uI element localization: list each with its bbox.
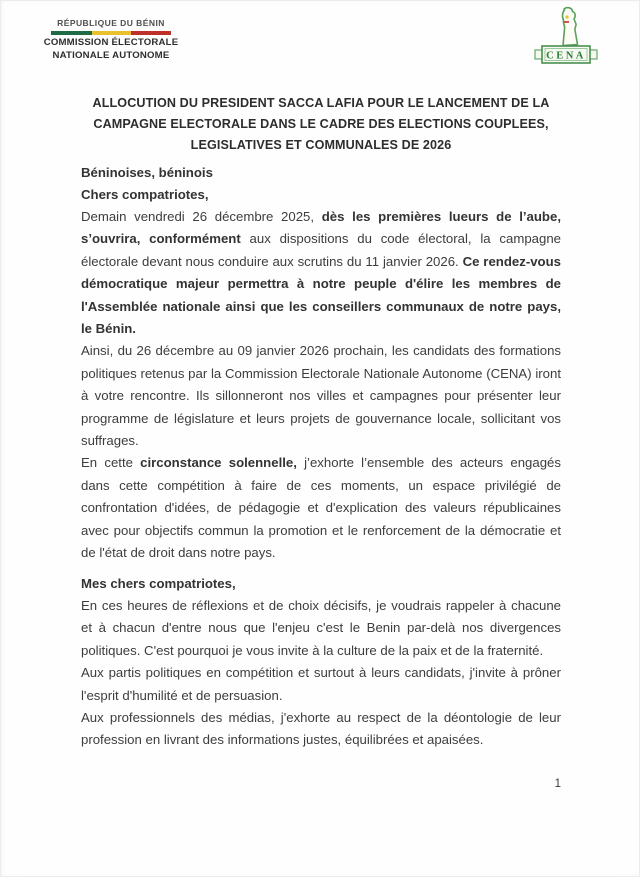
republic-label: RÉPUBLIQUE DU BÉNIN bbox=[57, 18, 165, 28]
paragraph-3-run-2: circonstance solennelle, bbox=[140, 455, 305, 471]
title-line-3: LEGISLATIVES ET COMMUNALES DE 2026 bbox=[190, 138, 452, 152]
salutation-line-1: Béninoises, béninois bbox=[81, 165, 213, 180]
paragraph-1-run-1: Demain vendredi 26 décembre 2025, bbox=[81, 209, 322, 224]
org-name-line2: NATIONALE AUTONOME bbox=[52, 49, 170, 61]
paragraph-2: Ainsi, du 26 décembre au 09 janvier 2026 prochain, les candidats des formations politiques retenus par la Commission Electorale Nationale Autonome (CENA) iront à votre rencontre. Ils sillonneront nos villes et campagnes pour présenter leur programme de législature et leurs projets de gouvernance locale, sollicitant vos suffrages. bbox=[81, 343, 561, 449]
salutation-line-2: Chers compatriotes, bbox=[81, 187, 209, 202]
paragraph-3-run-3: j’exhorte l’ensemble des acteurs engagés dans cette compétition à faire de ces moments, un espace privilégié de confrontation d'idées, de pédagogie et d'explication des valeurs républicaines avec pour objectifs commun la promotion et le renforcement de la démocratie et de l'état de droit dans notre pays. bbox=[81, 455, 561, 561]
paragraph-3-run-1: En cette bbox=[81, 455, 141, 471]
section-heading: Mes chers compatriotes, bbox=[81, 575, 236, 591]
page-number: 1 bbox=[554, 777, 561, 790]
title-line-2: CAMPAGNE ELECTORALE DANS LE CADRE DES ELECTIONS COUPLEES, bbox=[93, 117, 549, 131]
paragraph-1-run-4: Ce rendez-vous démocratique majeur permettra à notre peuple d'élire les membres de l'Assemblée nationale ainsi que les conseillers communaux de notre pays, le Bénin. bbox=[81, 253, 561, 337]
title-line-1: ALLOCUTION DU PRESIDENT SACCA LAFIA POUR LE LANCEMENT DE LA bbox=[92, 96, 550, 110]
seal-label: CENA bbox=[546, 50, 586, 62]
paragraph-1 bbox=[81, 206, 561, 340]
org-name-line1: COMMISSION ÉLECTORALE bbox=[43, 37, 179, 48]
paragraph-1-run-3: aux dispositions du code électoral, la campagne électorale devant nous conduire aux scrutins du 11 janvier 2026. bbox=[81, 231, 561, 269]
paragraph-1-run-2: dès les premières lueurs de l’aube, s’ouvrira, conformément bbox=[81, 209, 561, 247]
document-title bbox=[81, 93, 561, 156]
paragraph-4: En ces heures de réflexions et de choix décisifs, je voudrais rappeler à chacune et à chacun d'entre nous que l'enjeu c'est le Benin par-delà nos divergences politiques. C'est pourquoi je vous invite à la culture de la paix et de la fraternité. bbox=[81, 597, 561, 658]
paragraph-6: Aux professionnels des médias, j'exhorte au respect de la déontologie de leur profession en livrant des informations justes, équilibrées et apaisées. bbox=[81, 709, 561, 748]
paragraph-5: Aux partis politiques en compétition et surtout à leurs candidats, j'invite à prôner l'esprit d'humilité et de persuasion. bbox=[81, 665, 561, 703]
paragraph-3 bbox=[81, 452, 561, 564]
salutation bbox=[81, 162, 561, 206]
